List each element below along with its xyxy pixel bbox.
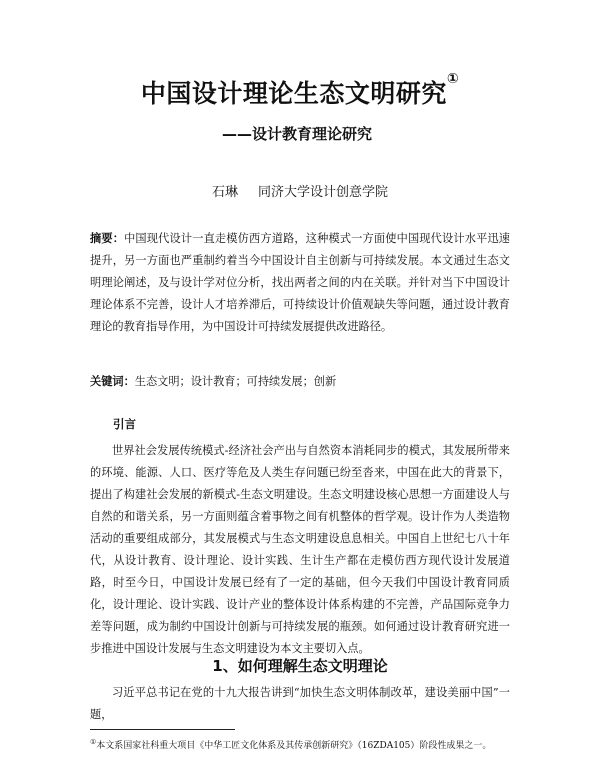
- intro-heading: 引言: [113, 417, 136, 431]
- paper-title-text: 中国设计理论生态文明研究: [140, 79, 447, 108]
- keywords-text: 生态文明；设计教育；可持续发展；创新: [134, 375, 337, 388]
- author-affiliation: 同济大学设计创意学院: [258, 185, 389, 200]
- abstract: [90, 228, 510, 338]
- author-name: 石琳: [211, 185, 238, 200]
- intro-paragraph: 世界社会发展传统模式-经济社会产出与自然资本消耗同步的模式，其发展所带来的环境、能源、人口、医疗等危及人类生存问题已纷至沓来，中国在此大的背景下，提出了构建社会发展的新模式-生态文明建设。生态文明建设核心思想一方面建设人与自然的和谐关系，另一方面则蕴含着事物之间有机整体的哲学观。设计作为人类造物活动的重要组成部分，其发展模式与生态文明建设息息相关。中国自上世纪七八十年代，从设计教育、设计理论、设计实践、生计生产都在走模仿西方现代设计发展道路，时至今日，中国设计发展已经有了一定的基础，但今天我们中国设计教育同质化，设计理论、设计实践、设计产业的整体设计体系构建的不完善，产品国际竞争力差等问题，成为制约中国设计创新与可持续发展的瓶颈。如何通过设计教育研究进一步推进中国设计发展与生态文明建设为本文主要切入点。: [90, 444, 510, 655]
- keywords-label: 关键词：: [90, 375, 135, 388]
- title-footnote-mark[interactable]: ①: [446, 71, 460, 87]
- footnote-text: 本文系国家社科重大项目《中华工匠文化体系及其传承创新研究》（16ZDA105）阶段性成果之一。: [96, 741, 492, 751]
- paper-subtitle: ——设计教育理论研究: [222, 125, 373, 143]
- paper-title: [0, 71, 600, 110]
- abstract-text: 中国现代设计一直走模仿西方道路，这种模式一方面使中国现代设计水平迅速提升，另一方面也严重制约着当今中国设计自主创新与可持续发展。本文通过生态文明理论阐述，及与设计学对位分析，找出两者之间的内在关联。并针对当下中国设计理论体系不完善，设计人才培养滞后，可持续设计价值观缺失等问题，通过设计教育理论的教育指导作用，为中国设计可持续发展提供改进路径。: [90, 232, 510, 333]
- footnote-mark: ①: [90, 738, 97, 746]
- abstract-label: 摘要：: [90, 232, 125, 245]
- section-1-heading: 1、如何理解生态文明理论: [212, 657, 388, 675]
- footnote-divider: [90, 729, 235, 730]
- section-1-paragraph: 习近平总书记在党的十九大报告讲到“加快生态文明体制改革，建设美丽中国”一题，: [90, 686, 510, 721]
- keywords: [90, 371, 510, 393]
- author-line: [0, 181, 600, 200]
- footnote: [90, 738, 520, 751]
